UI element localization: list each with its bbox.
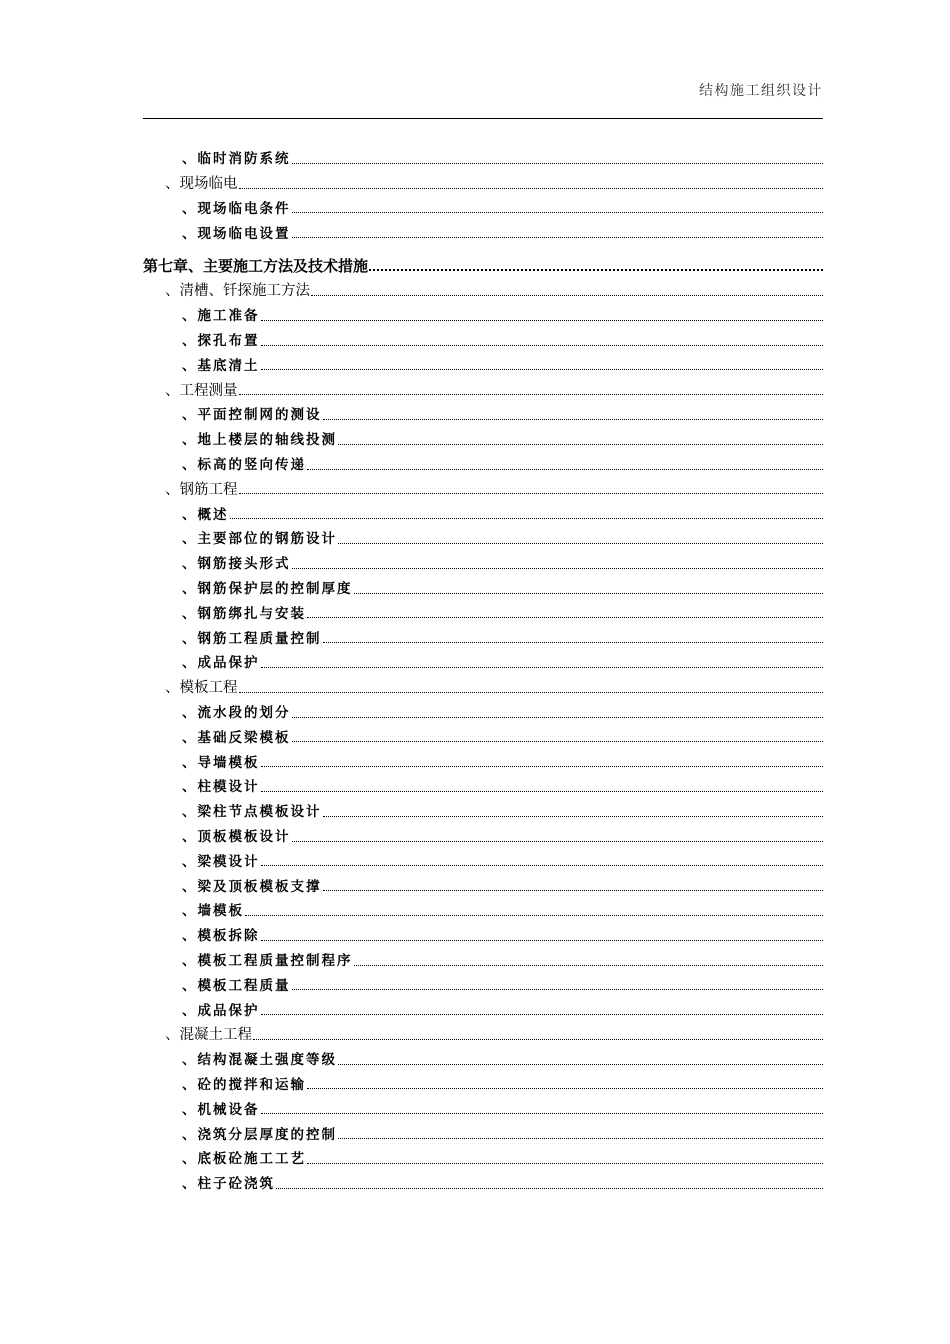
toc-entry-label: 、机械设备 <box>182 1101 260 1118</box>
toc-dot-leader <box>354 965 824 966</box>
toc-entry[interactable] <box>143 373 823 398</box>
toc-dot-leader <box>261 1014 824 1015</box>
toc-dot-leader <box>292 568 824 569</box>
toc-entry-label: 、柱子砼浇筑 <box>182 1176 275 1193</box>
toc-entry-label: 、现场临电 <box>165 176 238 193</box>
toc-entry-label: 、墙模板 <box>182 903 244 920</box>
toc-entry[interactable] <box>143 671 823 696</box>
toc-entry[interactable] <box>143 894 823 919</box>
toc-entry[interactable] <box>143 795 823 820</box>
toc-entry[interactable] <box>143 869 823 894</box>
toc-dot-leader <box>292 989 824 990</box>
toc-dot-leader <box>369 269 823 271</box>
toc-dot-leader <box>261 369 824 370</box>
toc-dot-leader <box>307 617 823 618</box>
toc-entry-label: 、柱模设计 <box>182 779 260 796</box>
toc-dot-leader <box>323 816 824 817</box>
toc-entry[interactable] <box>143 497 823 522</box>
toc-entry[interactable] <box>143 1068 823 1093</box>
toc-entry[interactable] <box>143 299 823 324</box>
toc-entry[interactable] <box>143 423 823 448</box>
toc-entry-label: 、钢筋保护层的控制厚度 <box>182 581 353 598</box>
toc-entry[interactable] <box>143 349 823 374</box>
toc-entry[interactable] <box>143 1167 823 1192</box>
toc-entry[interactable] <box>143 522 823 547</box>
toc-entry[interactable] <box>143 216 823 241</box>
toc-dot-leader <box>261 791 824 792</box>
toc-dot-leader <box>261 667 824 668</box>
toc-entry[interactable] <box>143 243 823 274</box>
toc-entry-label: 、模板工程质量控制程序 <box>182 953 353 969</box>
toc-entry[interactable] <box>143 621 823 646</box>
toc-entry-label: 、探孔布置 <box>182 333 260 350</box>
toc-dot-leader <box>261 345 824 346</box>
toc-entry-label: 、结构混凝土强度等级 <box>182 1052 337 1069</box>
toc-entry[interactable] <box>143 274 823 299</box>
toc-dot-leader <box>292 841 824 842</box>
toc-entry-label: 、砼的搅拌和运输 <box>182 1076 306 1093</box>
toc-entry-label: 、平面控制网的测设 <box>182 407 322 424</box>
toc-dot-leader <box>338 444 823 445</box>
header-rule <box>143 118 823 119</box>
toc-dot-leader <box>239 493 824 494</box>
toc-dot-leader <box>261 1113 824 1114</box>
toc-entry[interactable] <box>143 167 823 192</box>
toc-entry-label: 、成品保护 <box>182 655 260 672</box>
toc-entry-label: 、施工准备 <box>182 308 260 325</box>
toc-dot-leader <box>307 1163 823 1164</box>
toc-dot-leader <box>323 419 824 420</box>
toc-entry-label: 第七章、主要施工方法及技术措施 <box>143 257 369 276</box>
toc-dot-leader <box>239 188 824 189</box>
toc-entry-label: 、现场临电条件 <box>182 200 291 217</box>
toc-entry[interactable] <box>143 597 823 622</box>
toc-entry-label: 、工程测量 <box>165 382 238 399</box>
toc-dot-leader <box>354 593 824 594</box>
toc-entry-label: 、临时消防系统 <box>182 151 291 168</box>
toc-entry[interactable] <box>143 448 823 473</box>
toc-entry-label: 、梁模设计 <box>182 853 260 870</box>
toc-entry-label: 、梁柱节点模板设计 <box>182 804 322 821</box>
toc-dot-leader <box>292 741 824 742</box>
toc-dot-leader <box>245 915 823 916</box>
toc-entry-label: 、模板拆除 <box>182 928 260 945</box>
toc-entry[interactable] <box>143 1092 823 1117</box>
toc-dot-leader <box>292 717 824 718</box>
toc-dot-leader <box>338 1064 823 1065</box>
toc-entry[interactable] <box>143 696 823 721</box>
toc-entry-label: 、基础反梁模板 <box>182 729 291 746</box>
toc-entry[interactable] <box>143 944 823 969</box>
toc-entry-label: 、导墙模板 <box>182 754 260 771</box>
toc-dot-leader <box>292 212 824 213</box>
toc-entry-label: 、混凝土工程 <box>165 1027 252 1044</box>
toc-dot-leader <box>311 295 823 296</box>
toc-entry-label: 、成品保护 <box>182 1002 260 1019</box>
toc-entry-label: 、概述 <box>182 506 229 523</box>
toc-entry-label: 、浇筑分层厚度的控制 <box>182 1126 337 1143</box>
toc-dot-leader <box>239 394 824 395</box>
toc-dot-leader <box>323 890 824 891</box>
toc-dot-leader <box>307 1088 823 1089</box>
toc-dot-leader <box>276 1188 823 1189</box>
toc-dot-leader <box>338 1138 823 1139</box>
toc-entry[interactable] <box>143 646 823 671</box>
toc-entry[interactable] <box>143 398 823 423</box>
toc-entry-label: 、钢筋绑扎与安装 <box>182 605 306 622</box>
toc-entry[interactable] <box>143 919 823 944</box>
toc-entry[interactable] <box>143 1142 823 1167</box>
toc-entry-label: 、顶板模板设计 <box>182 829 291 846</box>
toc-dot-leader <box>307 469 823 470</box>
toc-entry[interactable] <box>143 993 823 1018</box>
running-header-title: 结构施工组织设计 <box>699 83 823 99</box>
toc-entry-label: 、基底清土 <box>182 357 260 374</box>
toc-entry-label: 、底板砼施工工艺 <box>182 1151 306 1168</box>
toc-dot-leader <box>323 642 824 643</box>
toc-entry[interactable] <box>143 1018 823 1043</box>
toc-dot-leader <box>261 320 824 321</box>
toc-entry[interactable] <box>143 770 823 795</box>
toc-entry-label: 、地上楼层的轴线投测 <box>182 432 337 449</box>
toc-entry[interactable] <box>143 572 823 597</box>
toc-entry[interactable] <box>143 845 823 870</box>
toc-dot-leader <box>292 163 824 164</box>
toc-dot-leader <box>261 865 824 866</box>
toc-entry-label: 、模板工程质量 <box>182 977 291 994</box>
toc-entry-label: 、清槽、钎探施工方法 <box>165 283 310 300</box>
toc-entry-label: 、钢筋接头形式 <box>182 556 291 573</box>
toc-dot-leader <box>230 518 824 519</box>
toc-entry[interactable] <box>143 721 823 746</box>
toc-entry-label: 、现场临电设置 <box>182 225 291 242</box>
table-of-contents <box>143 142 823 1192</box>
toc-entry[interactable] <box>143 820 823 845</box>
toc-entry[interactable] <box>143 142 823 167</box>
toc-entry-label: 、流水段的划分 <box>182 705 291 722</box>
toc-entry-label: 、梁及顶板模板支撑 <box>182 878 322 895</box>
toc-dot-leader <box>239 692 824 693</box>
toc-entry-label: 、模板工程 <box>165 680 238 697</box>
toc-entry[interactable] <box>143 1043 823 1068</box>
toc-entry[interactable] <box>143 192 823 217</box>
toc-entry[interactable] <box>143 547 823 572</box>
toc-entry[interactable] <box>143 1117 823 1142</box>
toc-dot-leader <box>261 766 824 767</box>
toc-dot-leader <box>253 1039 823 1040</box>
toc-dot-leader <box>292 237 824 238</box>
toc-dot-leader <box>338 543 823 544</box>
toc-entry-label: 、标高的竖向传递 <box>182 457 306 474</box>
toc-entry[interactable] <box>143 969 823 994</box>
toc-entry[interactable] <box>143 745 823 770</box>
toc-entry-label: 、钢筋工程质量控制 <box>182 630 322 647</box>
toc-entry[interactable] <box>143 324 823 349</box>
toc-dot-leader <box>261 940 824 941</box>
toc-entry[interactable] <box>143 473 823 498</box>
toc-entry-label: 、钢筋工程 <box>165 481 238 498</box>
toc-entry-label: 、主要部位的钢筋设计 <box>182 531 337 548</box>
